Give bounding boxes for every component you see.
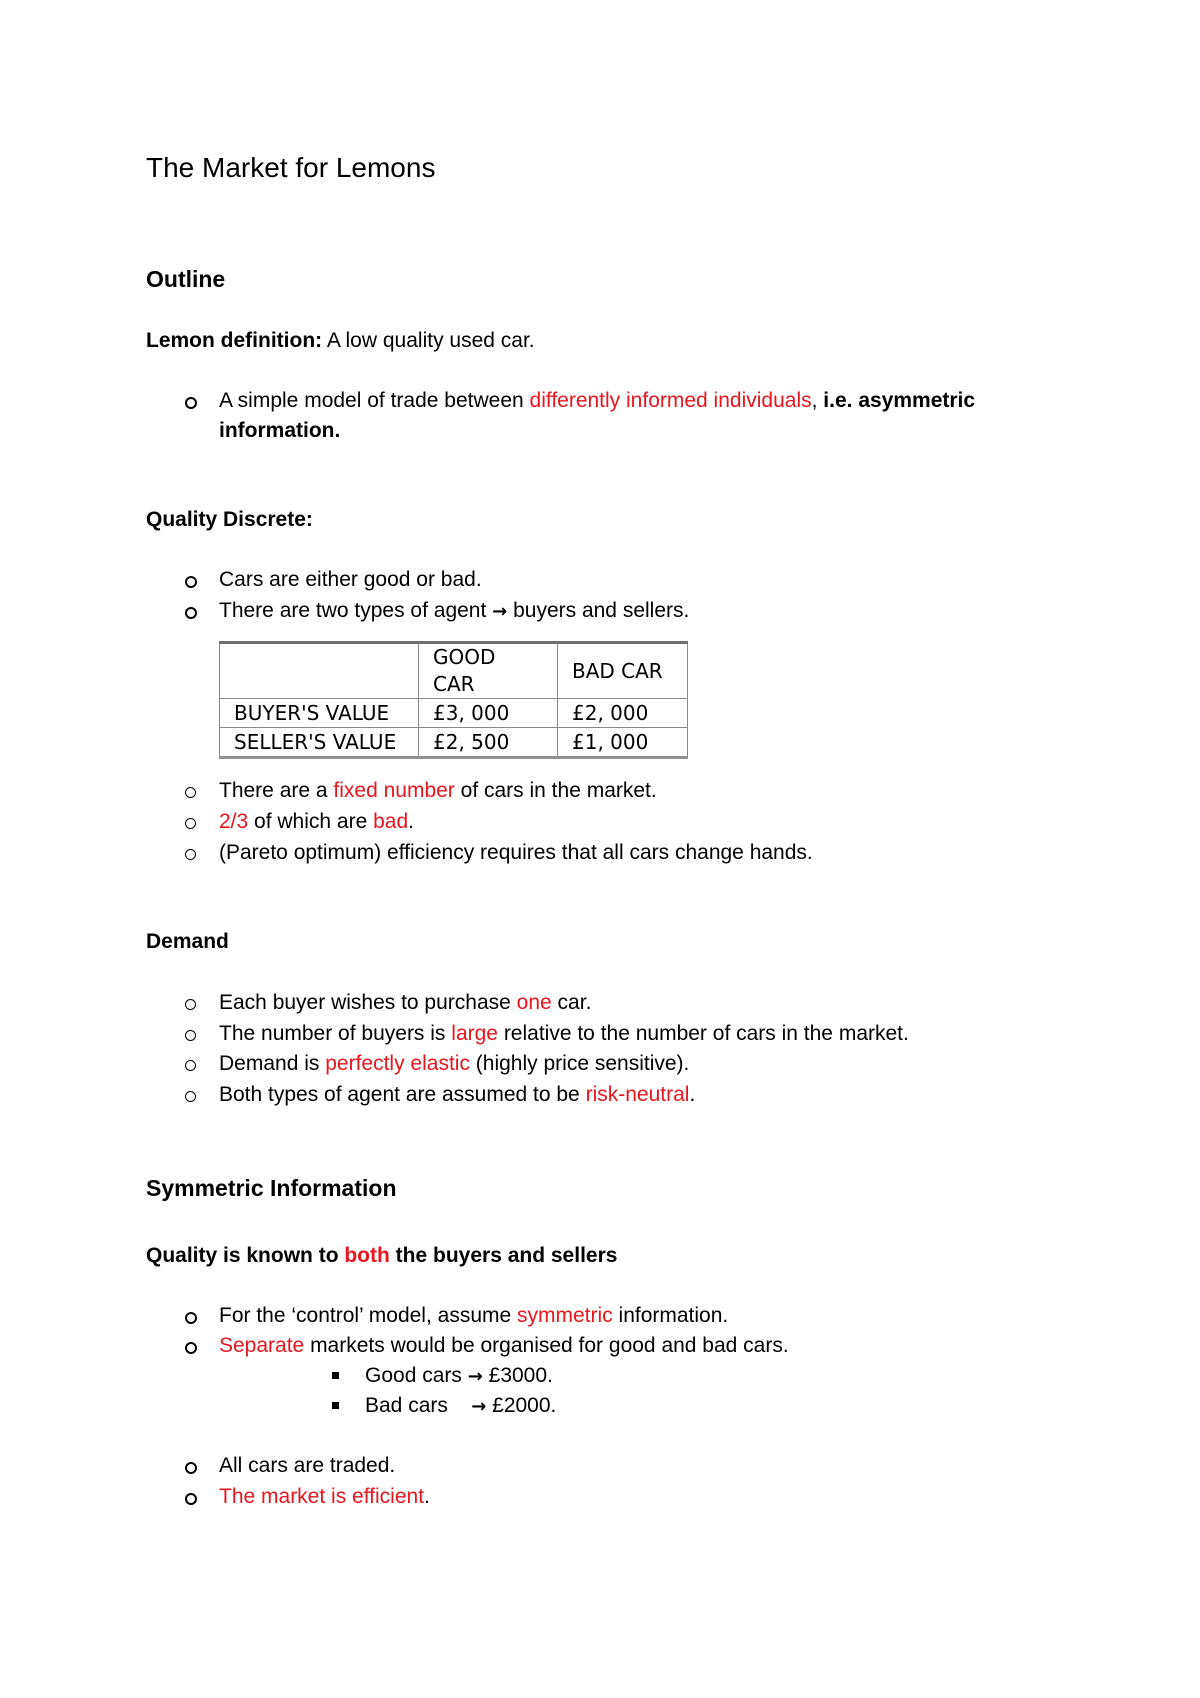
symmetric-subheading: Quality is known to both the buyers and sellers [146,1244,618,1267]
bullet-text: 2/3 of which are bad. [219,810,414,833]
bullet-text: (Pareto optimum) efficiency requires that all cars change hands. [219,841,813,864]
list-item [0,596,1200,626]
list-item [0,386,1200,416]
bullet-text: The market is efficient. [219,1485,430,1508]
table-row [220,699,688,728]
bullet-text: Demand is perfectly elastic (highly price sensitive). [219,1052,690,1075]
list-item [0,1482,1200,1512]
list-item [0,807,1200,837]
bullet-text: There are two types of agent → buyers and sellers. [219,599,690,622]
arrow-right-icon: → [467,1366,483,1387]
list-item [0,1080,1200,1110]
table-cell: £2, 000 [558,699,688,728]
table-row [220,728,688,758]
sub-list-item [0,1361,1200,1391]
lemon-definition [146,326,535,356]
list-item [0,565,1200,595]
list-item [0,1451,1200,1481]
arrow-right-icon: → [492,601,508,622]
table-cell: SELLER'S VALUE [220,728,419,758]
sub-list-item [0,1391,1200,1421]
bullet-text: Bad cars → £2000. [365,1394,557,1417]
bullet-text: There are a fixed number of cars in the market. [219,779,657,802]
bullet-text: The number of buyers is large relative to the number of cars in the market. [219,1022,909,1045]
arrow-right-icon: → [471,1396,487,1417]
bullet-text: Separate markets would be organised for good and bad cars. [219,1334,789,1357]
bullet-text: A simple model of trade between differently informed individuals, i.e. asymmetric [219,389,976,412]
table-cell: BUYER'S VALUE [220,699,419,728]
list-item [0,776,1200,806]
table-cell: £1, 000 [558,728,688,758]
bullet-text-continuation: information. [219,419,341,442]
list-item [0,838,1200,868]
list-item [0,988,1200,1018]
table-header-row [220,643,688,699]
table-cell [220,643,419,699]
values-table [219,641,688,759]
bullet-text: Each buyer wishes to purchase one car. [219,991,592,1014]
table-cell: £2, 500 [419,728,558,758]
definition-text: A low quality used car. [322,329,535,352]
list-item [0,1049,1200,1079]
table-header-cell: BAD CAR [558,643,688,699]
list-item [0,1019,1200,1049]
table-cell: £3, 000 [419,699,558,728]
demand-heading: Demand [146,930,229,953]
page-title: The Market for Lemons [146,152,436,183]
bullet-text: Cars are either good or bad. [219,568,482,591]
table-header-cell: GOOD CAR [419,643,558,699]
quality-heading: Quality Discrete: [146,508,313,531]
bullet-text: All cars are traded. [219,1454,396,1477]
bullet-text: Good cars → £3000. [365,1364,553,1387]
definition-label: Lemon definition: [146,329,323,352]
list-item [0,1301,1200,1331]
symmetric-heading: Symmetric Information [146,1175,397,1201]
outline-heading: Outline [146,266,226,292]
bullet-text: For the ‘control’ model, assume symmetric information. [219,1304,729,1327]
bullet-text: Both types of agent are assumed to be risk-neutral. [219,1083,696,1106]
list-item [0,1331,1200,1361]
